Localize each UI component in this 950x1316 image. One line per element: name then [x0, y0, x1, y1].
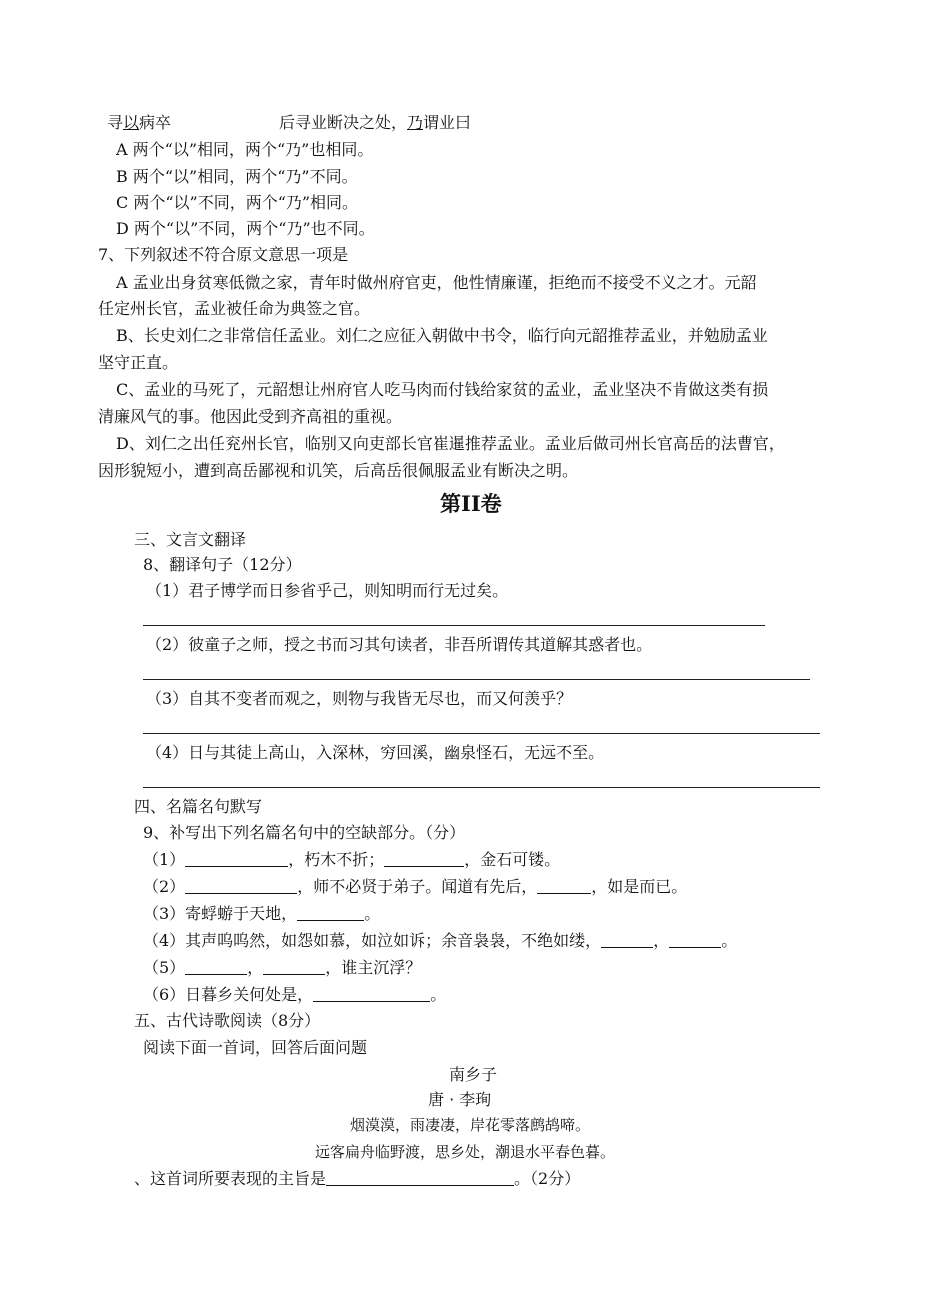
q9-item-3-text-b: 。: [364, 904, 381, 923]
q7-option-c-line1: C、孟业的马死了，元韶想让州府官人吃马肉而付钱给家贫的孟业，孟业坚决不肯做这类有损: [116, 380, 769, 399]
blank-1a[interactable]: [185, 850, 288, 867]
q9-item-1-text-b: ，朽木不折；: [288, 850, 385, 869]
answer-line-2[interactable]: [143, 679, 810, 680]
blank-theme[interactable]: [326, 1169, 514, 1186]
q6-right-key-char: 乃: [407, 113, 424, 132]
q6-right-pre: 后寻业断决之处，: [279, 113, 408, 132]
answer-line-3[interactable]: [143, 733, 820, 734]
q6-left-pre: 寻: [107, 113, 124, 132]
q8-sentence-1: （1）君子博学而日参省乎己，则知明而行无过矣。: [146, 581, 509, 600]
q7-option-b-line1: B、长史刘仁之非常信任孟业。刘仁之应征入朝做中书令，临行向元韶推荐孟业，并勉励孟业: [116, 326, 768, 345]
blank-3[interactable]: [297, 904, 364, 921]
q8-sentence-2: （2）彼童子之师，授之书而习其句读者，非吾所谓传其道解其惑者也。: [146, 635, 653, 654]
q6-option-a: A 两个“以”相同，两个“乃”也相同。: [116, 140, 374, 159]
q8-stem: 8、翻译句子（12分）: [143, 555, 302, 574]
q9-stem: 9、补写出下列名篇名句中的空缺部分。（分）: [143, 823, 466, 842]
q9-item-3-text-a: （3）寄蜉蝣于天地，: [143, 904, 298, 923]
blank-1b[interactable]: [384, 850, 464, 867]
q9-item-4: [143, 930, 737, 952]
q9-item-3: [143, 903, 380, 925]
q9-item-2-text-b: ，师不必贤于弟子。闻道有先后，: [297, 877, 538, 896]
q6-left-post: 病卒: [139, 113, 172, 132]
sec4-title: 四、名篇名句默写: [134, 797, 263, 816]
q9-item-1: [143, 849, 560, 871]
q9-item-2: [143, 876, 687, 898]
q9-item-2-label: （2）: [143, 877, 186, 896]
q8-sentence-4: （4）日与其徒上高山，入深林，穷回溪，幽泉怪石，无远不至。: [146, 743, 605, 762]
blank-5a[interactable]: [185, 958, 247, 975]
q9-item-5-text-b: ，: [247, 958, 264, 977]
poem-question-post: 。（2分）: [514, 1169, 581, 1188]
q8-sentence-3: （3）自其不变者而观之，则物与我皆无尽也，而又何羡乎？: [146, 689, 573, 708]
poem-line-2: 远客扁舟临野渡，思乡处，潮退水平春色暮。: [315, 1143, 616, 1161]
q7-option-c-line2: 清廉风气的事。他因此受到齐高祖的重视。: [98, 407, 403, 426]
q9-item-1-label: （1）: [143, 850, 186, 869]
q9-item-6-text-b: 。: [430, 985, 447, 1004]
q6-option-c: C 两个“以”不同，两个“乃”相同。: [116, 193, 359, 212]
q9-item-5-text-c: ，谁主沉浮？: [325, 958, 422, 977]
part2-heading: 第II卷: [440, 491, 502, 516]
q7-stem: 7、下列叙述不符合原文意思一项是: [98, 245, 349, 264]
answer-line-1[interactable]: [143, 625, 765, 626]
q9-item-5: [143, 957, 421, 979]
blank-2b[interactable]: [537, 877, 591, 894]
sec5-intro: 阅读下面一首词，回答后面问题: [143, 1038, 368, 1057]
blank-4b[interactable]: [669, 931, 721, 948]
blank-5b[interactable]: [263, 958, 325, 975]
q7-option-a-line1: A 孟业出身贫寒低微之家，青年时做州府官吏，他性情廉谨，拒绝而不接受不义之才。元韶: [116, 273, 757, 292]
q9-item-4-text-b: ，: [653, 931, 670, 950]
q6-right-post: 谓业曰: [423, 113, 472, 132]
q9-item-6-text-a: （6）日暮乡关何处是，: [143, 985, 314, 1004]
q6-option-d: D 两个“以”不同，两个“乃”也不同。: [116, 219, 375, 238]
sec3-title: 三、文言文翻译: [134, 530, 247, 549]
poem-question-pre: 、这首词所要表现的主旨是: [134, 1169, 327, 1188]
q6-left-sentence: [107, 112, 171, 134]
q9-item-1-text-c: ，金石可镂。: [464, 850, 561, 869]
answer-line-4[interactable]: [143, 787, 820, 788]
poem-title: 南乡子: [449, 1065, 498, 1084]
q7-option-b-line2: 坚守正直。: [98, 353, 179, 372]
sec5-title: 五、古代诗歌阅读（8分）: [134, 1011, 321, 1030]
q9-item-6: [143, 984, 446, 1006]
q9-item-5-label: （5）: [143, 958, 186, 977]
q7-option-d-line2: 因形貌短小，遭到高岳鄙视和讥笑，后高岳很佩服孟业有断决之明。: [98, 461, 579, 480]
blank-4a[interactable]: [601, 931, 653, 948]
q9-item-4-text-c: 。: [721, 931, 738, 950]
blank-2a[interactable]: [185, 877, 297, 894]
q9-item-4-text-a: （4）其声呜呜然，如怨如慕，如泣如诉；余音袅袅，不绝如缕，: [143, 931, 602, 950]
q7-option-a-line2: 任定州长官，孟业被任命为典签之官。: [98, 299, 371, 318]
q9-item-2-text-c: ，如是而已。: [591, 877, 688, 896]
q6-left-key-char: 以: [123, 113, 140, 132]
poem-author: 唐 · 李珣: [428, 1090, 492, 1109]
poem-question: [134, 1168, 580, 1190]
poem-line-1: 烟漠漠，雨凄凄，岸花零落鹧鸪啼。: [350, 1116, 591, 1134]
blank-6[interactable]: [313, 985, 430, 1002]
q6-option-b: B 两个“以”相同，两个“乃”不同。: [116, 167, 358, 186]
q6-right-sentence: [279, 112, 471, 134]
q7-option-d-line1: D、刘仁之出任兖州长官，临别又向吏部长官崔暹推荐孟业。孟业后做司州长官高岳的法曹官，: [116, 434, 785, 453]
